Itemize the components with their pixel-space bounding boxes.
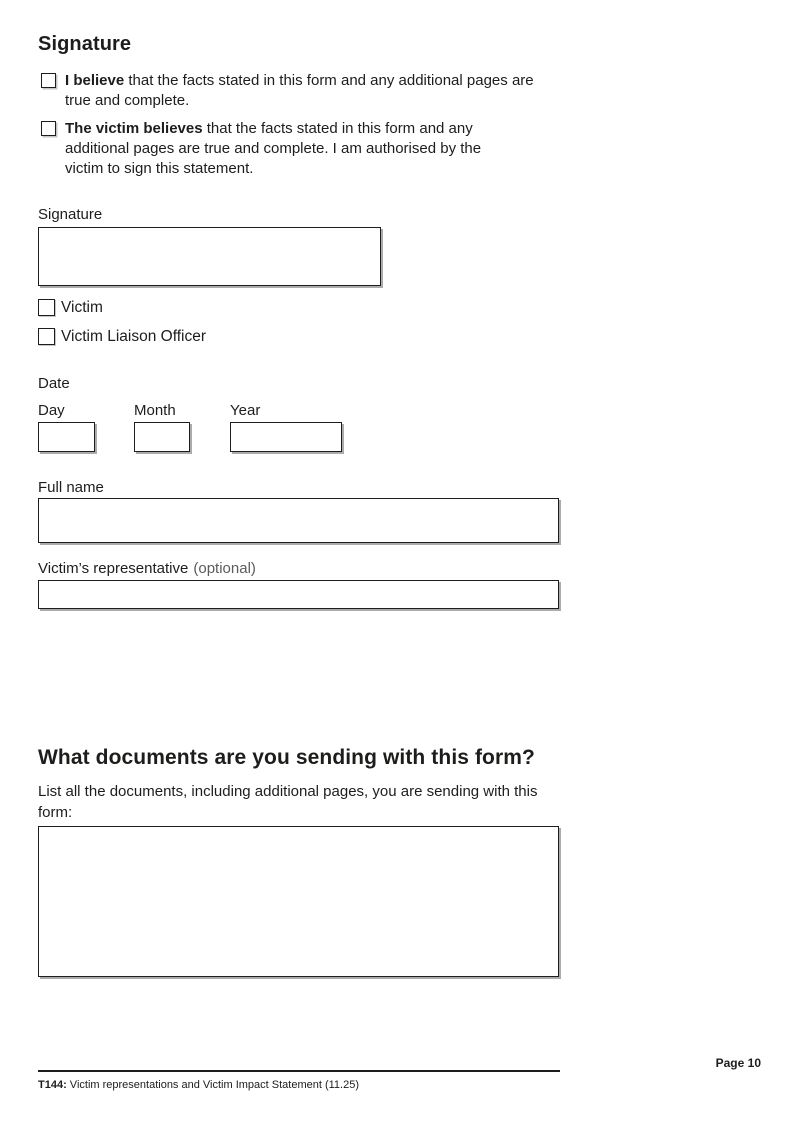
signature-input-box[interactable] bbox=[38, 227, 381, 286]
documents-heading: What documents are you sending with this form? bbox=[38, 746, 535, 769]
signature-field-label: Signature bbox=[38, 206, 103, 223]
victim-believes-checkbox[interactable] bbox=[41, 121, 56, 136]
month-label: Month bbox=[134, 402, 176, 419]
representative-label-text: Victim’s representative bbox=[38, 560, 189, 577]
month-input-box[interactable] bbox=[134, 422, 190, 452]
full-name-input-box[interactable] bbox=[38, 498, 559, 543]
i-believe-checkbox[interactable] bbox=[41, 73, 56, 88]
documents-list-input-box[interactable] bbox=[38, 826, 559, 977]
victim-liaison-officer-checkbox-label: Victim Liaison Officer bbox=[61, 328, 207, 345]
representative-label bbox=[38, 559, 560, 579]
date-month-column bbox=[134, 402, 230, 452]
date-inputs-row bbox=[38, 402, 560, 452]
year-input-box[interactable] bbox=[230, 422, 342, 452]
signature-heading: Signature bbox=[38, 33, 132, 55]
declaration-bold-text: The victim believes bbox=[65, 120, 203, 137]
declaration-i-believe-text bbox=[65, 71, 560, 111]
page-number: Page 10 bbox=[715, 1056, 761, 1070]
signer-option-vlo bbox=[38, 326, 560, 348]
declaration-bold-text: I believe bbox=[65, 72, 125, 89]
year-label: Year bbox=[230, 402, 261, 419]
representative-optional-text: (optional) bbox=[193, 560, 256, 577]
full-name-label: Full name bbox=[38, 479, 104, 496]
day-label: Day bbox=[38, 402, 65, 419]
footer-divider bbox=[38, 1070, 560, 1072]
documents-instruction: List all the documents, including additional pages, you are sending with this form: bbox=[38, 783, 538, 821]
day-input-box[interactable] bbox=[38, 422, 95, 452]
footer-form-id: T144: bbox=[38, 1079, 67, 1091]
date-year-column bbox=[230, 402, 342, 452]
date-field-label: Date bbox=[38, 375, 70, 392]
declaration-victim-believes-text bbox=[65, 119, 520, 179]
form-content bbox=[38, 31, 560, 977]
date-day-column bbox=[38, 402, 134, 452]
footer-form-title: Victim representations and Victim Impact Statement (11.25) bbox=[66, 1079, 359, 1091]
declaration-victim-believes bbox=[38, 119, 560, 179]
victim-checkbox-label: Victim bbox=[61, 299, 103, 316]
signer-option-victim bbox=[38, 297, 560, 319]
declaration-i-believe bbox=[38, 71, 560, 111]
victim-checkbox[interactable] bbox=[38, 299, 55, 316]
declaration-rest-text: that the facts stated in this form and any additional pages are true and complete. bbox=[65, 72, 534, 109]
footer-form-reference bbox=[38, 1078, 359, 1092]
representative-input-box[interactable] bbox=[38, 580, 559, 609]
victim-liaison-officer-checkbox[interactable] bbox=[38, 328, 55, 345]
declaration-rest-text: that the facts stated in this form and any additional pages are true and complete. I am authorised by the victim to sign this statement. bbox=[65, 120, 482, 177]
